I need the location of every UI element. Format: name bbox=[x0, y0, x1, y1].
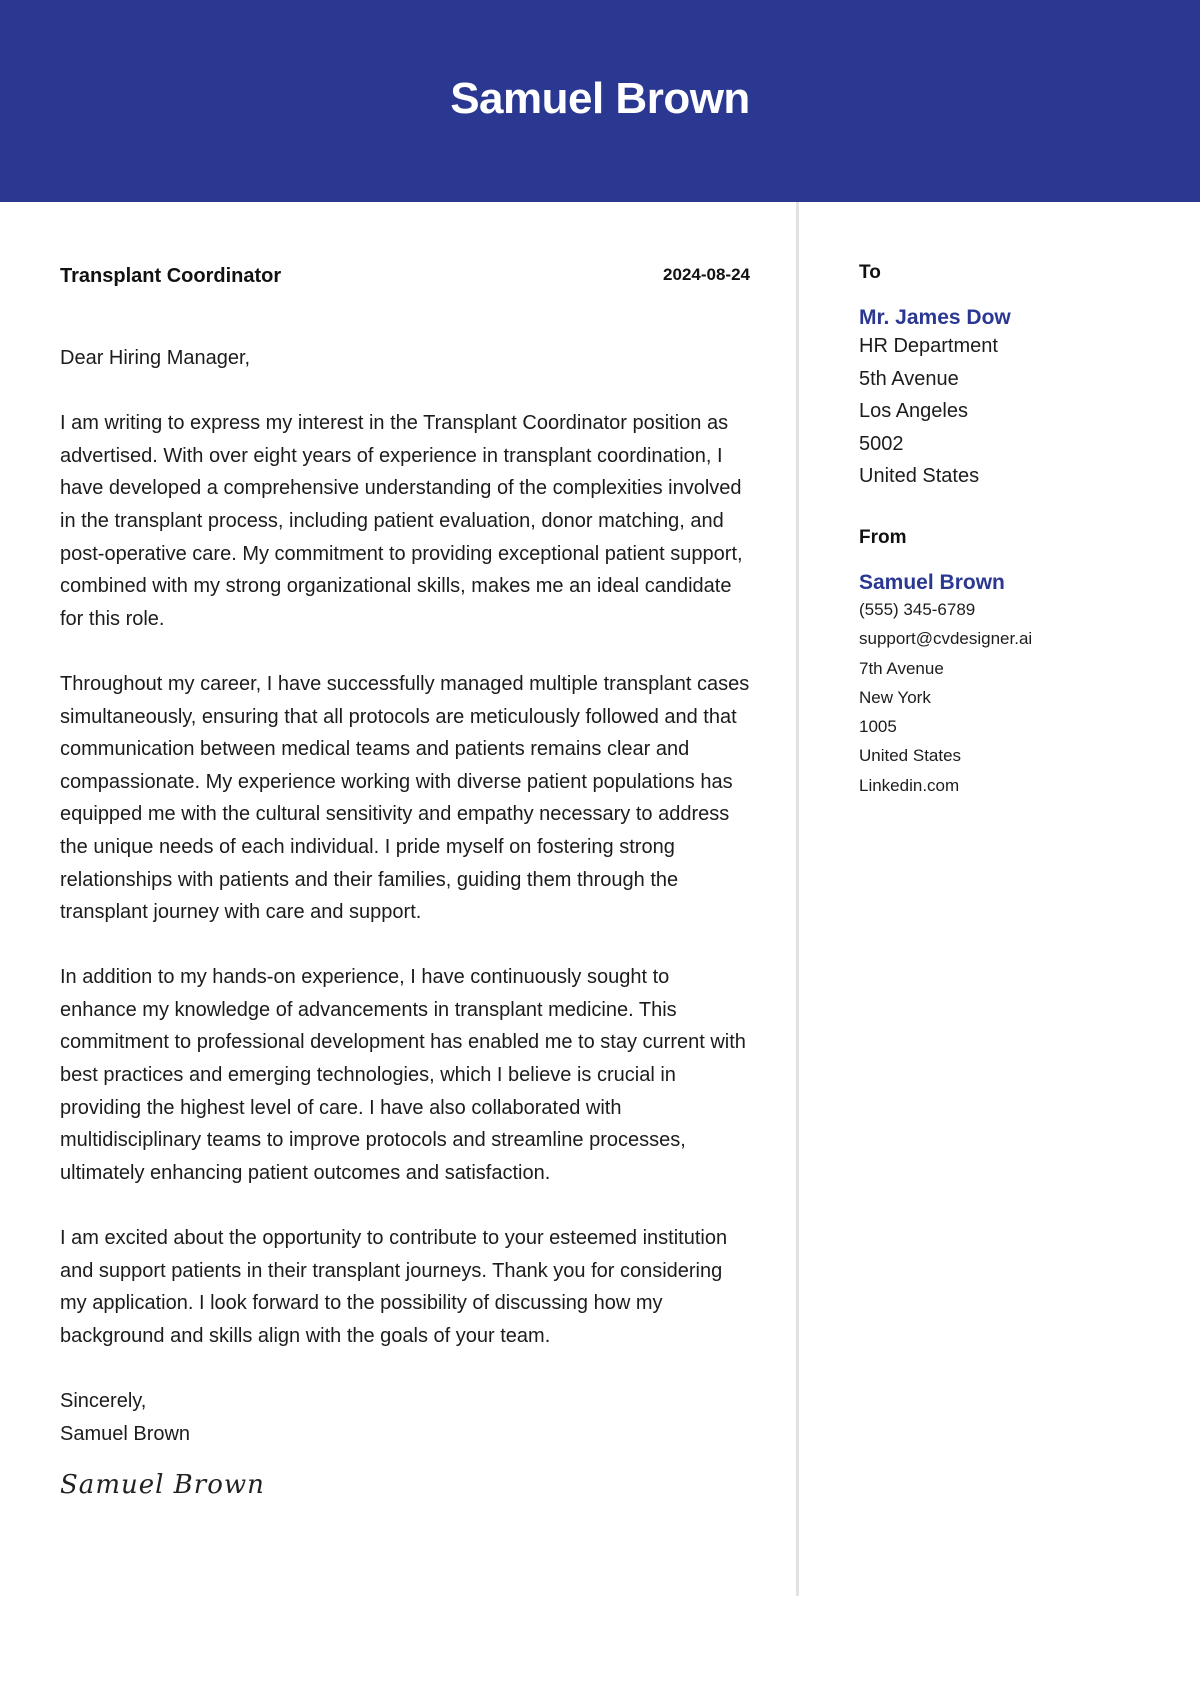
letter-text bbox=[60, 342, 750, 1450]
sender-block bbox=[859, 527, 1179, 800]
address-sidebar bbox=[859, 262, 1179, 800]
header-banner bbox=[0, 0, 1200, 202]
paragraph-1: I am writing to express my interest in the Transplant Coordinator position as advertised. With over eight years of experience in transplant coordination, I have developed a comprehensive understanding of the complexities involved in the transplant process, including patient evaluation, donor matching, and post-operative care. My commitment to providing exceptional patient support, combined with my strong organizational skills, makes me an ideal candidate for this role. bbox=[60, 412, 743, 630]
sender-heading: From bbox=[859, 526, 907, 548]
recipient-street: 5th Avenue bbox=[859, 367, 959, 390]
sender-website: Linkedin.com bbox=[859, 775, 960, 795]
paragraph-4: I am excited about the opportunity to contribute to your esteemed institution and support patients in their transplant journeys. Thank you for considering my application. I look forward to the possibility of discussing how my background and skills align with the goals of your team. bbox=[60, 1227, 728, 1347]
recipient-heading: To bbox=[859, 262, 881, 283]
recipient-address bbox=[859, 330, 1179, 493]
recipient-zip: 5002 bbox=[859, 432, 904, 455]
recipient-name: Mr. James Dow bbox=[859, 306, 1011, 329]
letter-date: 2024-08-24 bbox=[663, 265, 750, 284]
closing-name: Samuel Brown bbox=[60, 1422, 191, 1445]
sender-street: 7th Avenue bbox=[859, 658, 944, 678]
paragraph-3: In addition to my hands-on experience, I have continuously sought to enhance my knowledge of advancements in transplant medicine. This commitment to professional development has enabled me to stay current with best practices and emerging technologies, which I believe is crucial in providing the highest level of care. I have also collaborated with multidisciplinary teams to improve protocols and streamline processes, ultimately enhancing patient outcomes and satisfaction. bbox=[60, 966, 746, 1184]
recipient-department: HR Department bbox=[859, 335, 998, 357]
closing: Sincerely, bbox=[60, 1390, 147, 1412]
sender-city: New York bbox=[859, 687, 931, 707]
paragraph-2: Throughout my career, I have successfully managed multiple transplant cases simultaneously, ensuring that all protocols are meticulously followed and that communication between medical teams and patients remains clear and compassionate. My experience working with diverse patient populations has equipped me with the cultural sensitivity and empathy necessary to address the unique needs of each individual. I pride myself on fostering strong relationships with patients and their families, guiding them through the transplant journey with care and support. bbox=[60, 672, 750, 924]
job-title: Transplant Coordinator bbox=[60, 265, 282, 287]
recipient-country: United States bbox=[859, 465, 980, 488]
recipient-block bbox=[859, 262, 1179, 493]
applicant-name-heading: Samuel Brown bbox=[450, 74, 750, 123]
sender-email: support@cvdesigner.ai bbox=[859, 629, 1033, 649]
sender-country: United States bbox=[859, 746, 962, 766]
sender-contact bbox=[859, 595, 1179, 800]
recipient-city: Los Angeles bbox=[859, 400, 968, 423]
column-divider bbox=[796, 202, 799, 1596]
salutation: Dear Hiring Manager, bbox=[60, 347, 251, 369]
handwritten-signature: Samuel Brown bbox=[60, 1470, 265, 1500]
sender-phone: (555) 345-6789 bbox=[859, 599, 976, 619]
sender-zip: 1005 bbox=[859, 717, 897, 737]
sender-name: Samuel Brown bbox=[859, 570, 1005, 594]
